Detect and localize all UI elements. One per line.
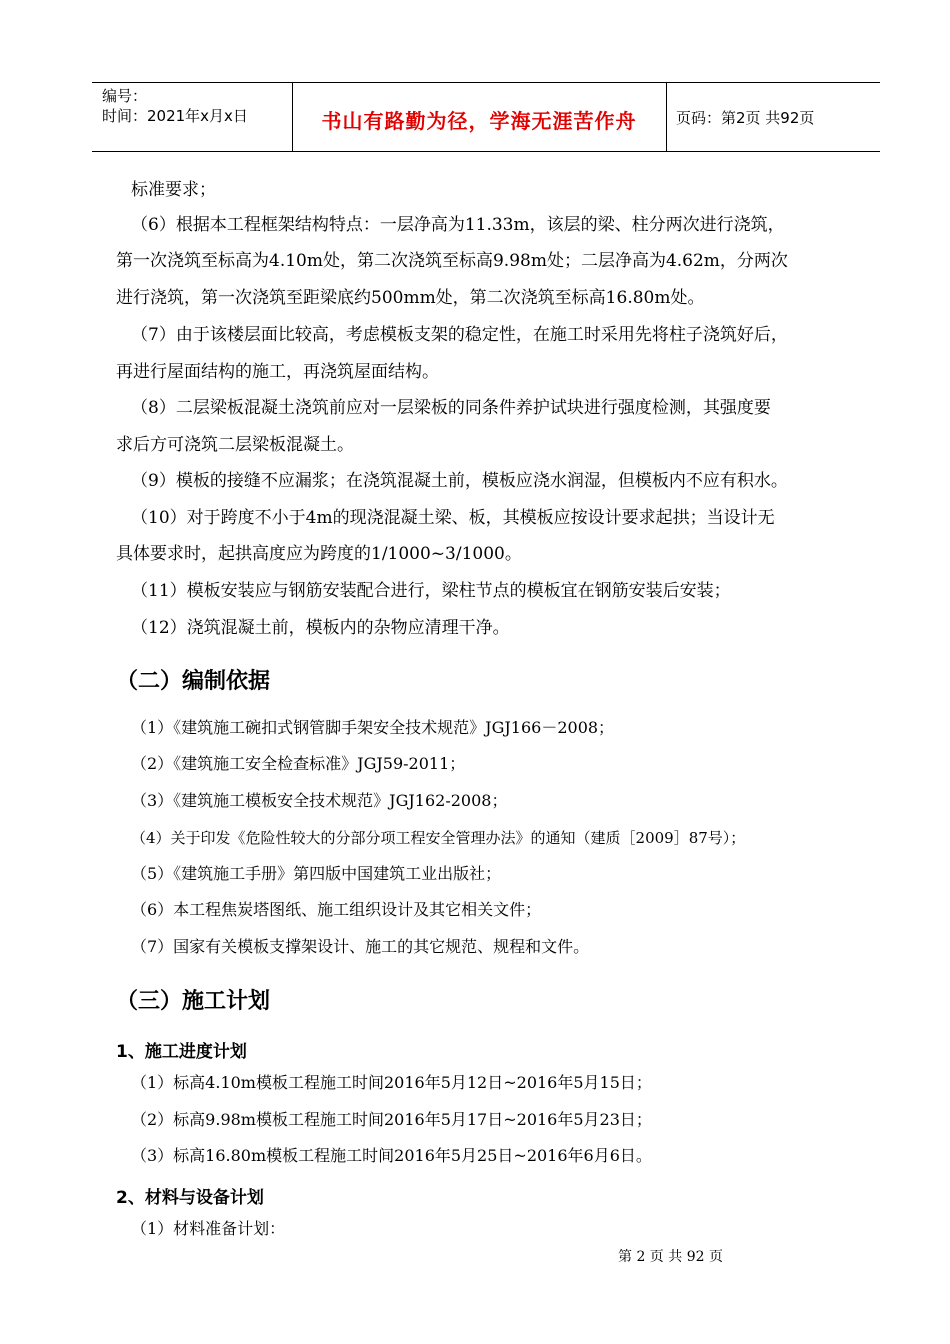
reference-item: （3）《建筑施工模板安全技术规范》JGJ162-2008； (131, 791, 508, 810)
body-line: 进行浇筑，第一次浇筑至距梁底约500mm处，第二次浇筑至标高16.80m处。 (116, 288, 705, 308)
body-line: （10）对于跨度不小于4m的现浇混凝土梁、板，其模板应按设计要求起拱；当设计无 (131, 508, 775, 528)
section-heading: （三）施工计划 (116, 989, 271, 1014)
body-line: （7）由于该楼层面比较高，考虑模板支架的稳定性，在施工时采用先将柱子浇筑好后， (131, 325, 788, 345)
page-header (92, 82, 880, 152)
body-line: 具体要求时，起拱高度应为跨度的1/1000~3/1000。 (116, 544, 522, 564)
reference-item: （6）本工程焦炭塔图纸、施工组织设计及其它相关文件； (131, 900, 542, 919)
body-line: 再进行屋面结构的施工，再浇筑屋面结构。 (116, 362, 439, 382)
header-left-cell (92, 83, 293, 151)
header-page-cell (666, 83, 880, 151)
plan-item: （1）材料准备计划： (131, 1219, 286, 1238)
section-heading: （二）编制依据 (116, 669, 271, 694)
reference-item: （4）关于印发《危险性较大的分部分项工程安全管理办法》的通知（建质［2009］87号）； (131, 829, 746, 847)
header-motto-cell (292, 83, 667, 151)
body-line: 求后方可浇筑二层梁板混凝土。 (116, 435, 354, 455)
subsection-heading: 1、施工进度计划 (116, 1042, 247, 1062)
body-line: 标准要求； (131, 180, 216, 200)
body-line: （11）模板安装应与钢筋安装配合进行，梁柱节点的模板宜在钢筋安装后安装； (131, 581, 731, 601)
subsection-heading: 2、材料与设备计划 (116, 1188, 264, 1208)
header-page-info: 页码：第2页 共92页 (676, 109, 815, 127)
body-line: （12）浇筑混凝土前，模板内的杂物应清理干净。 (131, 618, 510, 638)
body-line: （6）根据本工程框架结构特点：一层净高为11.33m，该层的梁、柱分两次进行浇筑， (131, 215, 785, 235)
body-line: （8）二层梁板混凝土浇筑前应对一层梁板的同条件养护试块进行强度检测，其强度要 (131, 398, 771, 418)
motto-text: 书山有路勤为径，学海无涯苦作舟 (321, 109, 637, 133)
reference-item: （1）《建筑施工碗扣式钢管脚手架安全技术规范》JGJ166－2008； (131, 718, 615, 737)
schedule-item: （2）标高9.98m模板工程施工时间2016年5月17日~2016年5月23日； (131, 1110, 652, 1129)
number-label: 编号： (102, 87, 148, 105)
schedule-item: （1）标高4.10m模板工程施工时间2016年5月12日~2016年5月15日； (131, 1073, 652, 1092)
reference-item: （2）《建筑施工安全检查标准》JGJ59-2011； (131, 754, 466, 773)
reference-item: （7）国家有关模板支撑架设计、施工的其它规范、规程和文件。 (131, 937, 590, 956)
schedule-item: （3）标高16.80m模板工程施工时间2016年5月25日~2016年6月6日。 (131, 1146, 652, 1165)
reference-item: （5）《建筑施工手册》第四版中国建筑工业出版社； (131, 864, 502, 883)
time-label: 时间：2021年x月x日 (102, 107, 248, 125)
body-line: （9）模板的接缝不应漏浆；在浇筑混凝土前，模板应浇水润湿，但模板内不应有积水。 (131, 471, 788, 491)
page-footer: 第 2 页 共 92 页 (618, 1249, 723, 1265)
body-line: 第一次浇筑至标高为4.10m处，第二次浇筑至标高9.98m处；二层净高为4.62m，分两次 (116, 251, 788, 271)
